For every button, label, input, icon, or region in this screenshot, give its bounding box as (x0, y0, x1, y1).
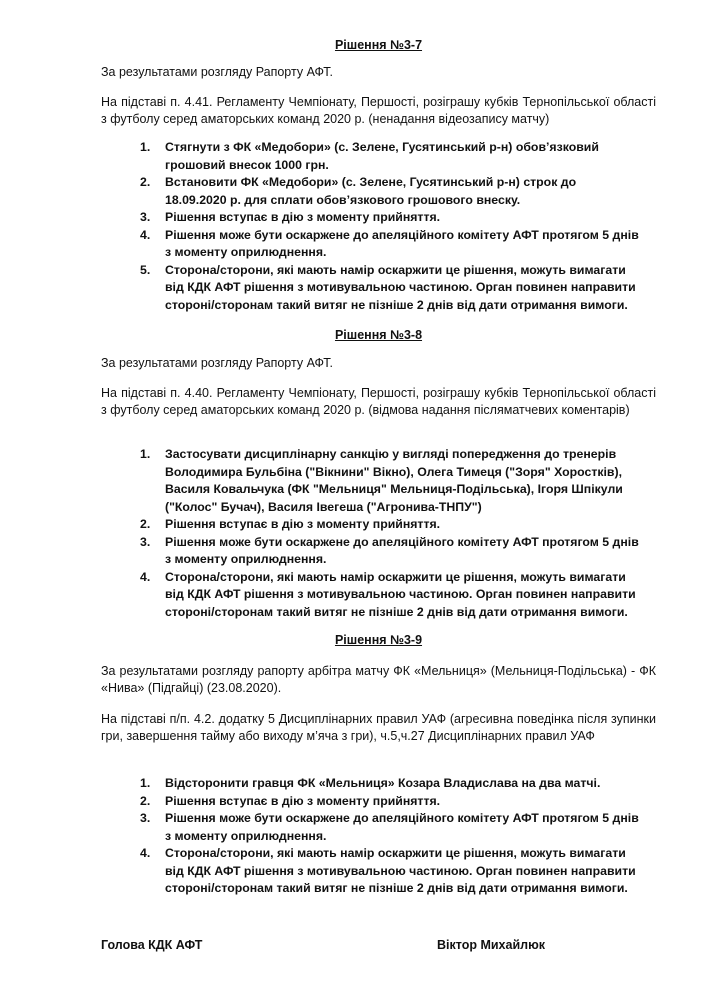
list-item: 4. Сторона/сторони, які мають намір оскаржити це рішення, можуть вимагати від КДК АФТ рішення з мотивувальною частиною. Орган повинен направити стороні/сторонам такий витяг не пізніше 2 днів від дати отримання вимоги. (140, 569, 636, 619)
decision-basis: На підставі п/п. 4.2. додатку 5 Дисциплінарних правил УАФ (агресивна поведінка після зупинки гри, завершення тайму або виходу м’яча з гри), ч.5,ч.27 Дисциплінарних правил УАФ (101, 712, 656, 743)
list-item: 2. Встановити ФК «Медобори» (с. Зелене, Гусятинський р-н) строк до 18.09.2020 р. для сплати обов’язкового грошового внеску. (140, 175, 577, 207)
signature-position: Голова КДК АФТ (101, 938, 203, 952)
signature-name: Віктор Михайлюк (437, 938, 546, 952)
decision-intro: За результатами розгляду Рапорту АФТ. (101, 356, 334, 370)
list-item: 4. Рішення може бути оскаржене до апеляційного комітету АФТ протягом 5 днів з моменту оприлюднення. (140, 227, 639, 259)
list-item: 1. Застосувати дисциплінарну санкцію у вигляді попередження до тренерів Володимира Бульбіна ("Вікнини" Вікно), Олега Тимеця ("Зоря" Хоростків), Василя Ковальчука (ФК "Мельниця" Мельниця-Подільська), Ігоря Шпікули ("Колос" Бучач), Василя Івегеша ("Агронива-ТНПУ") (140, 447, 623, 514)
decision-items (140, 775, 640, 898)
list-item: 4. Сторона/сторони, які мають намір оскаржити це рішення, можуть вимагати від КДК АФТ рішення з мотивувальною частиною. Орган повинен направити стороні/сторонам такий витяг не пізніше 2 днів від дати отримання вимоги. (140, 846, 636, 895)
decision-title: Рішення №3-9 (334, 633, 423, 647)
list-item: 2. Рішення вступає в дію з моменту прийняття. (140, 517, 441, 531)
decision-basis: На підставі п. 4.40. Регламенту Чемпіонату, Першості, розіграшу кубків Тернопільської області з футболу серед аматорських команд 2020 р. (відмова надання післяматчевих коментарів) (101, 386, 656, 417)
decision-title: Рішення №3-8 (334, 328, 423, 342)
list-item: 3. Рішення може бути оскаржене до апеляційного комітету АФТ протягом 5 днів з моменту оприлюднення. (140, 534, 639, 566)
list-item: 5. Сторона/сторони, які мають намір оскаржити це рішення, можуть вимагати від КДК АФТ рішення з мотивувальною частиною. Орган повинен направити стороні/сторонам такий витяг не пізніше 2 днів від дати отримання вимоги. (140, 262, 636, 312)
decision-intro: За результатами розгляду Рапорту АФТ. (101, 65, 334, 79)
decision-basis: На підставі п. 4.41. Регламенту Чемпіонату, Першості, розіграшу кубків Тернопільської області з футболу серед аматорських команд 2020 р. (ненадання відеозапису матчу) (101, 95, 656, 126)
decision-intro: За результатами розгляду рапорту арбітра матчу ФК «Мельниця» (Мельниця-Подільська) - ФК «Нива» (Підгайці) (23.08.2020). (101, 664, 656, 695)
decision-items (140, 446, 640, 621)
list-item: 3. Рішення може бути оскаржене до апеляційного комітету АФТ протягом 5 днів з моменту оприлюднення. (140, 811, 639, 843)
list-item: 1. Відсторонити гравця ФК «Мельниця» Козара Владислава на два матчі. (140, 776, 601, 790)
decision-items (140, 139, 640, 314)
list-item: 3. Рішення вступає в дію з моменту прийняття. (140, 210, 441, 224)
decision-title: Рішення №3-7 (334, 38, 423, 52)
list-item: 2. Рішення вступає в дію з моменту прийняття. (140, 793, 441, 808)
list-item: 1. Стягнути з ФК «Медобори» (с. Зелене, Гусятинський р-н) обов’язковий грошовий внесок 1000 грн. (140, 140, 599, 172)
